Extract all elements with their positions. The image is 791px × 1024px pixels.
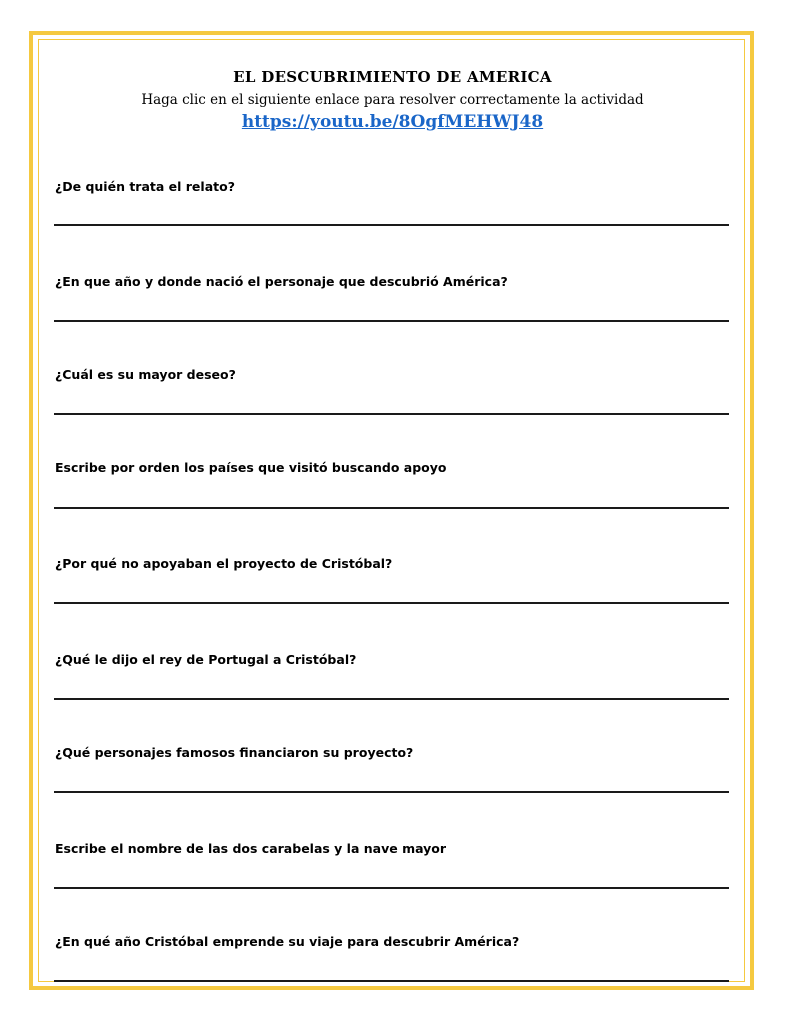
answer-line-1[interactable] (54, 224, 729, 226)
question-2: ¿En que año y donde nació el personaje que descubrió América? (55, 274, 508, 289)
question-1: ¿De quién trata el relato? (55, 179, 235, 194)
question-5: ¿Por qué no apoyaban el proyecto de Cristóbal? (55, 556, 393, 571)
question-4: Escribe por orden los países que visitó buscando apoyo (55, 460, 447, 475)
question-3: ¿Cuál es su mayor deseo? (55, 367, 236, 382)
question-8: Escribe el nombre de las dos carabelas y la nave mayor (55, 841, 447, 856)
answer-line-2[interactable] (54, 320, 729, 322)
answer-line-9[interactable] (54, 980, 729, 982)
answer-line-5[interactable] (54, 602, 729, 604)
answer-line-4[interactable] (54, 507, 729, 509)
answer-line-8[interactable] (54, 887, 729, 889)
answer-line-3[interactable] (54, 413, 729, 415)
worksheet-title: EL DESCUBRIMIENTO DE AMERICA (233, 68, 552, 86)
answer-line-7[interactable] (54, 791, 729, 793)
question-9: ¿En qué año Cristóbal emprende su viaje para descubrir América? (55, 934, 520, 949)
question-6: ¿Qué le dijo el rey de Portugal a Cristóbal? (55, 652, 357, 667)
question-7: ¿Qué personajes famosos financiaron su proyecto? (55, 745, 414, 760)
video-link[interactable]: https://youtu.be/8OgfMEHWJ48 (241, 112, 544, 132)
answer-line-6[interactable] (54, 698, 729, 700)
worksheet-instruction: Haga clic en el siguiente enlace para resolver correctamente la actividad (141, 92, 644, 108)
